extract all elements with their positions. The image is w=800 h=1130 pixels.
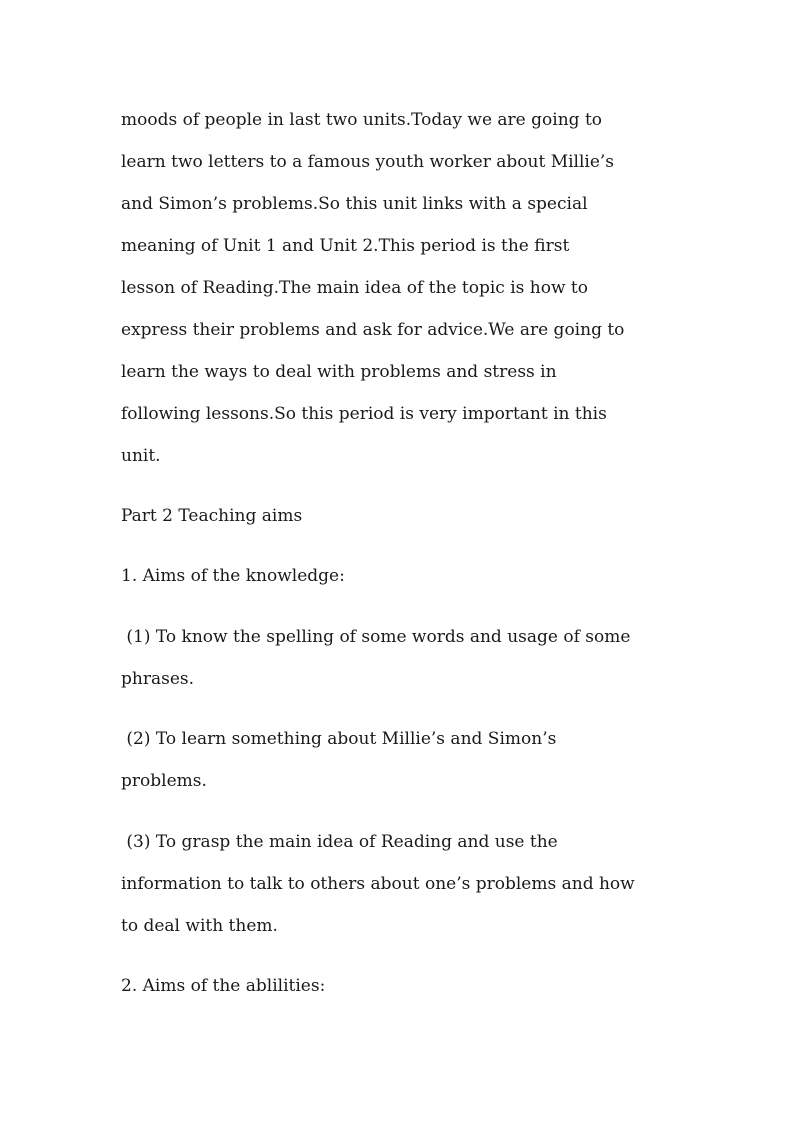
section-heading: Part 2 Teaching aims: [121, 506, 303, 526]
subsection-heading: 1. Aims of the knowledge:: [121, 566, 345, 586]
list-item-line: phrases.: [121, 669, 195, 689]
paragraph-line: following lessons.So this period is very important in this: [121, 404, 607, 424]
paragraph-line: lesson of Reading.The main idea of the topic is how to: [121, 278, 588, 298]
list-item-line: problems.: [121, 771, 207, 791]
list-item-line: (1) To know the spelling of some words and usage of some: [121, 627, 631, 647]
paragraph-line: express their problems and ask for advice.We are going to: [121, 320, 625, 340]
paragraph-line: moods of people in last two units.Today we are going to: [121, 110, 603, 130]
paragraph-line: and Simon’s problems.So this unit links with a special: [121, 194, 588, 214]
list-item-line: information to talk to others about one’s problems and how: [121, 874, 635, 894]
list-item-line: to deal with them.: [121, 916, 278, 936]
paragraph-line: meaning of Unit 1 and Unit 2.This period is the first: [121, 236, 570, 256]
paragraph-line: learn two letters to a famous youth worker about Millie’s: [121, 152, 615, 172]
list-item-line: (2) To learn something about Millie’s and Simon’s: [121, 729, 557, 749]
subsection-heading: 2. Aims of the ablilities:: [121, 976, 326, 996]
list-item-line: (3) To grasp the main idea of Reading and use the: [121, 832, 558, 852]
document-body: [121, 0, 701, 996]
paragraph-line: learn the ways to deal with problems and stress in: [121, 362, 557, 382]
paragraph-line: unit.: [121, 446, 161, 466]
